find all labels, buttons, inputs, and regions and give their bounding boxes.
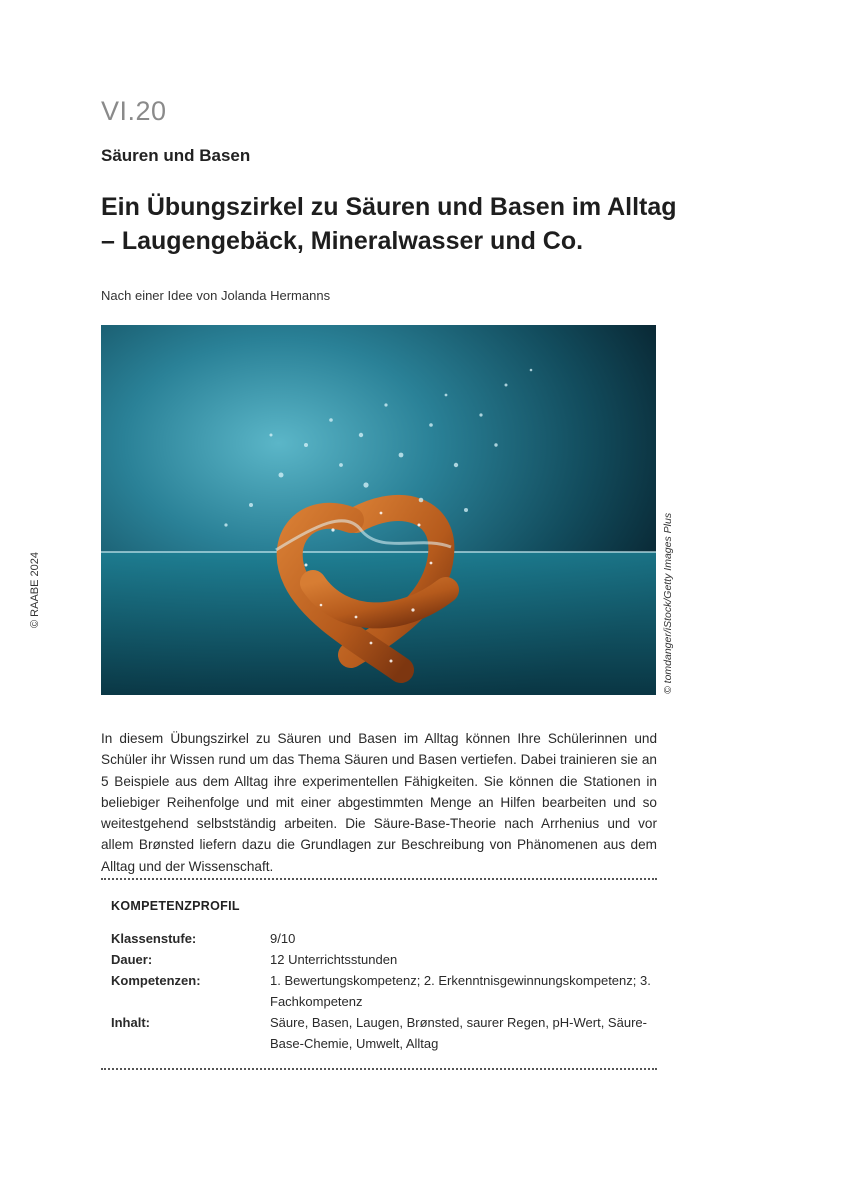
side-copyright: © RAABE 2024 xyxy=(29,552,41,628)
kompetenz-row-dauer xyxy=(111,949,651,970)
kompetenz-value: Säure, Basen, Laugen, Brønsted, saurer Regen, pH-Wert, Säure-Base-Chemie, Umwelt, Alltag xyxy=(270,1015,647,1051)
pretzel-photo xyxy=(101,325,656,695)
page-title: Ein Übungszirkel zu Säuren und Basen im Alltag – Laugengebäck, Mineralwasser und Co. xyxy=(101,193,677,255)
kompetenz-row-kompetenzen xyxy=(111,970,651,1012)
photo-credit: © tomdanger/iStock/Getty Images Plus xyxy=(662,512,674,694)
section-topic: Säuren und Basen xyxy=(101,146,251,165)
kompetenzprofil-heading: KOMPETENZPROFIL xyxy=(111,899,240,913)
divider-bottom xyxy=(101,1068,657,1070)
kompetenz-row-inhalt xyxy=(111,1012,651,1054)
kompetenz-label: Inhalt: xyxy=(111,1015,150,1030)
kompetenz-value: 9/10 xyxy=(270,931,296,946)
kompetenz-label: Kompetenzen: xyxy=(111,973,201,988)
author-note: Nach einer Idee von Jolanda Hermanns xyxy=(101,288,331,303)
kompetenz-label: Klassenstufe: xyxy=(111,931,197,946)
divider-top xyxy=(101,878,657,880)
section-number: VI.20 xyxy=(101,96,167,126)
pretzel-splash-image xyxy=(101,325,656,695)
intro-paragraph: In diesem Übungszirkel zu Säuren und Basen im Alltag können Ihre Schülerinnen und Schüler ihr Wissen rund um das Thema Säuren und Basen vertiefen. Dabei trainieren sie an 5 Beispiele aus dem Alltag ihre experimentellen Fähigkeiten. Sie können die Stationen in beliebiger Reihenfolge und mit einer abgestimmten Menge an Hilfen bearbeiten und so weitestgehend selbstständig arbeiten. Die Säure-Base-Theorie nach Arrhenius und vor allem Brønsted liefern dazu die Grundlagen zur Beschreibung von Phänomenen aus dem Alltag und der Wissenschaft. xyxy=(101,731,657,874)
kompetenz-label: Dauer: xyxy=(111,952,153,967)
kompetenz-row-klassenstufe xyxy=(111,928,651,949)
kompetenz-value: 1. Bewertungskompetenz; 2. Erkenntnisgewinnungskompetenz; 3. Fachkompetenz xyxy=(270,973,651,1009)
kompetenz-value: 12 Unterrichtsstunden xyxy=(270,952,398,967)
